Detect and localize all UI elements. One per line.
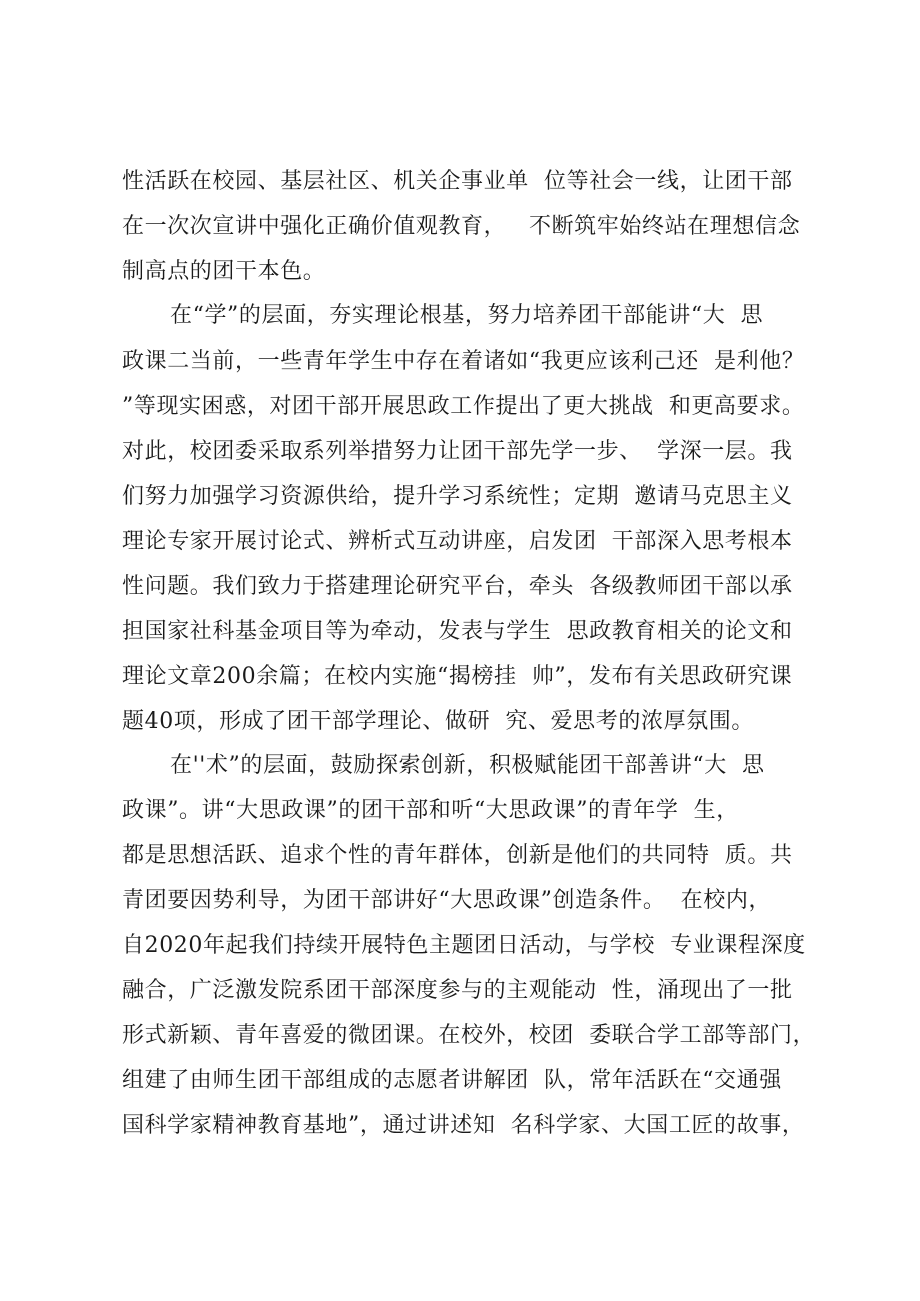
text-line: 担国家社科基金项目等为牵动，发表与学生 思政教育相关的论文和: [122, 619, 793, 644]
text-line: 组建了由师生团干部组成的志愿者讲解团 队，常年活跃在“交通强: [122, 1068, 782, 1093]
text-line: 自2020年起我们持续开展特色主题团日活动，与学校 专业课程深度: [122, 933, 806, 958]
text-line: 对此，校团委采取系列举措努力让团干部先学一步、 学深一层。我: [122, 439, 793, 464]
text-line: 都是思想活跃、追求个性的青年群体，创新是他们的共同特 质。共: [122, 843, 793, 868]
text-line: 理论专家开展讨论式、辨析式互动讲座，启发团 干部深入思考根本: [122, 529, 793, 554]
text-line: 青团要因势利导，为团干部讲好“大思政课”创造条件。 在校内，: [122, 888, 772, 913]
text-line: 性问题。我们致力于搭建理论研究平台，牵头 各级教师团干部以承: [122, 574, 793, 599]
text-line: 们努力加强学习资源供给，提升学习系统性；定期 邀请马克思主义: [122, 484, 793, 509]
text-line: 制高点的团干本色。: [122, 259, 326, 284]
text-line: 国科学家精神教育基地”，通过讲述知 名科学家、大国工匠的故事，: [122, 1113, 805, 1138]
text-line: 政课”。讲“大思政课”的团干部和听“大思政课”的青年学 生，: [122, 798, 739, 823]
text-line: 融合，广泛激发院系团干部深度参与的主观能动 性，涌现出了一批: [122, 978, 793, 1003]
text-line: ”等现实困惑，对团干部开展思政工作提出了更大挑战 和更高要求。: [122, 394, 805, 419]
text-line: 理论文章200余篇；在校内实施“揭榜挂 帅”，发布有关思政研究课: [122, 664, 793, 689]
paragraph-start-line: 在“学”的层面，夯实理论根基，努力培养团干部能讲“大 思: [170, 303, 764, 328]
text-line: 题40项，形成了团干部学理论、做研 究、爱思考的浓厚氛围。: [122, 709, 754, 734]
text-line: 政课二当前，一些青年学生中存在着诸如“我更应该利己还 是利他？: [122, 349, 805, 374]
text-line: 性活跃在校园、基层社区、机关企事业单 位等社会一线，让团干部: [122, 169, 793, 194]
text-line: 在一次次宣讲中强化正确价值观教育， 不断筑牢始终站在理想信念: [122, 214, 801, 239]
text-line: 形式新颖、青年喜爱的微团课。在校外，校团 委联合学工部等部门，: [122, 1023, 816, 1048]
paragraph-start-line: 在''术”的层面，鼓励探索创新，积极赋能团干部善讲“大 思: [170, 753, 765, 778]
